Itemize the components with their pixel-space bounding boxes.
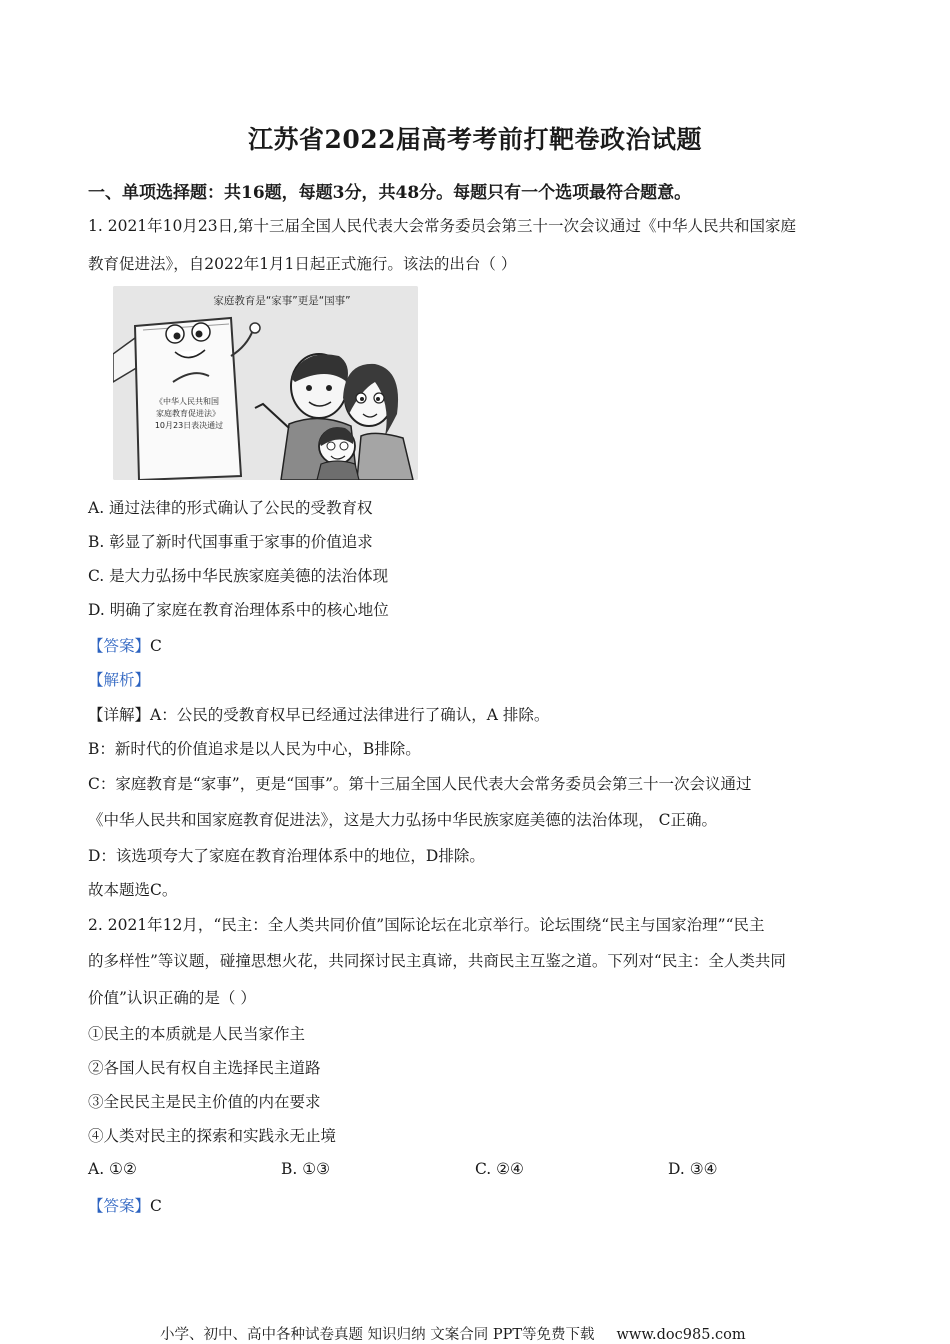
question-1-illustration: [113, 286, 418, 480]
detail-tag: 【详解】: [88, 706, 151, 724]
question-2-stem-line-1: 2. 2021年12月，“民主：全人类共同价值”国际论坛在北京举行。论坛围绕“民主与国家治理”“民主: [88, 916, 765, 934]
question-1-detail-line-1: [88, 705, 549, 725]
question-1-option-d: D. 明确了家庭在教育治理体系中的核心地位: [88, 601, 389, 619]
question-2-item-2: ②各国人民有权自主选择民主道路: [88, 1059, 321, 1077]
figure-banner: 家庭教育是“家事”更是“国事”: [213, 295, 351, 307]
question-1-conclusion: 故本题选C。: [88, 881, 178, 899]
answer-value: C: [150, 637, 162, 655]
question-1-detail-line-3: C：家庭教育是“家事”，更是“国事”。第十三届全国人民代表大会常务委员会第三十一次会议通过: [88, 775, 752, 793]
question-2-stem-line-2: 的多样性”等议题，碰撞思想火花，共同探讨民主真谛，共商民主互鉴之道。下列对“民主：全人类共同: [88, 952, 786, 970]
figure-doc-line-3: 10月23日表决通过: [154, 421, 224, 430]
figure-doc-line-1: 《中华人民共和国: [155, 397, 219, 406]
question-2-answer: [88, 1196, 162, 1216]
page-title: 江苏省2022届高考考前打靶卷政治试题: [247, 125, 703, 154]
question-2-item-1: ①民主的本质就是人民当家作主: [88, 1025, 306, 1043]
footer-text: 小学、初中、高中各种试卷真题 知识归纳 文案合同 PPT等免费下载: [160, 1327, 595, 1343]
answer-tag: 【答案】: [88, 1197, 151, 1215]
question-1-analysis-tag: [88, 670, 150, 690]
question-1-option-a: A. 通过法律的形式确认了公民的受教育权: [88, 499, 373, 517]
question-2-option-a: A. ①②: [88, 1160, 137, 1178]
section-heading: 一、单项选择题：共16题，每题3分，共48分。每题只有一个选项最符合题意。: [88, 183, 692, 203]
question-1-option-b: B. 彰显了新时代国事重于家事的价值追求: [88, 533, 373, 551]
question-1-option-c: C. 是大力弘扬中华民族家庭美德的法治体现: [88, 567, 389, 585]
question-1-stem-line-1: 1. 2021年10月23日,第十三届全国人民代表大会常务委员会第三十一次会议通过《中华人民共和国家庭: [88, 217, 797, 235]
figure-doc-line-2: 家庭教育促进法》: [156, 409, 220, 418]
question-2-item-4: ④人类对民主的探索和实践永无止境: [88, 1127, 337, 1145]
question-1-detail-line-4: 《中华人民共和国家庭教育促进法》，这是大力弘扬中华民族家庭美德的法治体现， C正确。: [88, 811, 718, 829]
detail-text: A：公民的受教育权早已经通过法律进行了确认，A 排除。: [150, 706, 550, 724]
question-1-detail-line-2: B：新时代的价值追求是以人民为中心，B排除。: [88, 740, 421, 758]
question-2-option-d: D. ③④: [668, 1160, 718, 1178]
question-2-item-3: ③全民民主是民主价值的内在要求: [88, 1093, 321, 1111]
question-1-stem-line-2: 教育促进法》，自2022年1月1日起正式施行。该法的出台（ ）: [88, 255, 517, 273]
answer-value: C: [150, 1197, 162, 1215]
question-2-option-b: B. ①③: [281, 1160, 331, 1178]
question-1-detail-line-5: D：该选项夸大了家庭在教育治理体系中的地位，D排除。: [88, 847, 485, 865]
question-2-option-c: C. ②④: [475, 1160, 524, 1178]
analysis-tag: 【解析】: [88, 671, 151, 689]
question-2-stem-line-3: 价值”认识正确的是（ ）: [88, 989, 256, 1007]
page-footer: [160, 1323, 746, 1344]
question-1-answer: [88, 636, 162, 656]
cartoon-illustration: [113, 286, 418, 480]
footer-url[interactable]: www.doc985.com: [616, 1327, 746, 1343]
answer-tag: 【答案】: [88, 637, 151, 655]
